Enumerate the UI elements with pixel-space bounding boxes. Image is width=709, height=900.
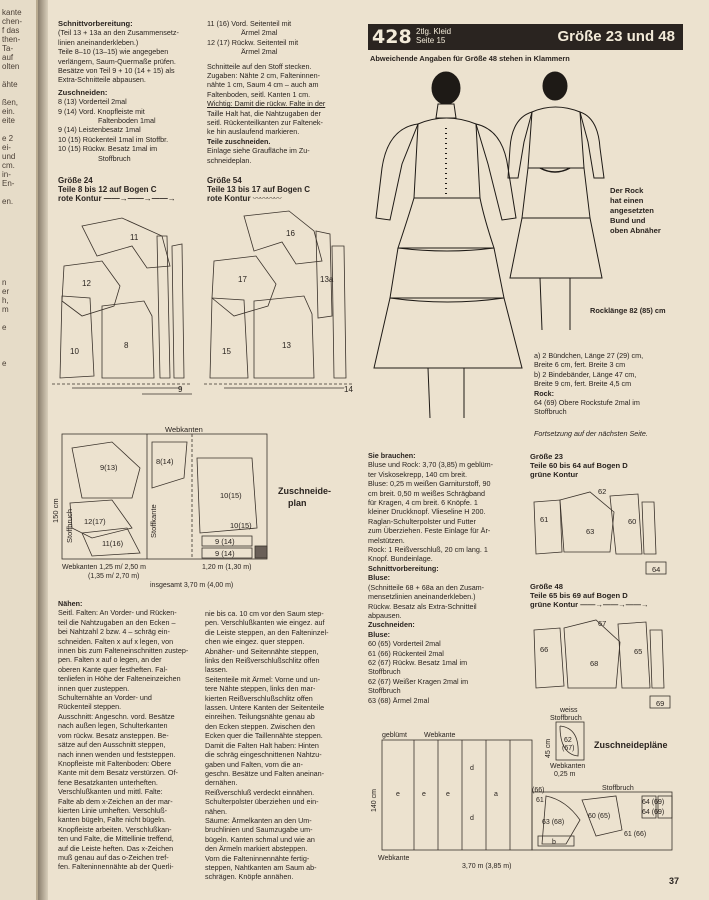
text-line: gaben und Falten, vorn die an- bbox=[205, 759, 303, 769]
size48-heading bbox=[530, 582, 649, 609]
cut-piece: 8(14) bbox=[156, 457, 174, 466]
prev-page-fragment: en. bbox=[2, 197, 14, 206]
text-line: Stoffbruch bbox=[534, 407, 567, 417]
text-line: lassen. Untere Kanten der Seitenteile bbox=[205, 703, 325, 713]
model-title: 2tlg. Kleid Seite 15 bbox=[416, 27, 452, 45]
text-line: Bluse: 0,25 m weißen Garniturstoff, 90 bbox=[368, 479, 491, 489]
svg-text:b: b bbox=[552, 839, 556, 846]
text-line: Sie brauchen: bbox=[368, 451, 416, 460]
text-line: 61 (66) Rückenteil 2mal bbox=[368, 648, 444, 658]
svg-text:64 (69): 64 (69) bbox=[642, 809, 665, 816]
size-contour: rote Kontur ——→——→——→ bbox=[58, 194, 176, 203]
text-line: Schulternähte an Vorder- und bbox=[58, 693, 152, 703]
svg-text:63: 63 bbox=[586, 527, 595, 536]
text-line: angesetzten bbox=[610, 206, 654, 215]
text-line: die schräg eingeschnittenen Nahtzu- bbox=[205, 750, 322, 760]
text-line: Bluse: bbox=[368, 573, 390, 583]
cut-label: Webkanten bbox=[165, 425, 203, 434]
text-line: nähte 1 cm, Saum 4 cm – auch am bbox=[207, 80, 319, 90]
svg-text:67: 67 bbox=[598, 619, 607, 628]
prev-page-fragment: e bbox=[2, 359, 7, 368]
text-line: Rock: bbox=[534, 388, 554, 398]
svg-text:Webkanten: Webkanten bbox=[550, 763, 586, 770]
size54-heading bbox=[207, 176, 310, 203]
svg-text:68: 68 bbox=[590, 659, 599, 668]
svg-text:0,25 m: 0,25 m bbox=[554, 771, 576, 778]
text-line: dernähen. bbox=[205, 778, 238, 788]
text-line: Kante mit dem Besatz verstürzen. Of- bbox=[58, 768, 178, 778]
prev-page-fragment: chen- bbox=[2, 17, 23, 26]
cut-piece: 10(15) bbox=[230, 521, 252, 530]
text-line: Reißverschluß verdeckt einnähen. bbox=[205, 787, 315, 797]
text-line: Teile 8–10 (13–15) wie angegeben bbox=[58, 47, 169, 57]
sewing-instructions-mid bbox=[205, 610, 357, 883]
text-line: Bluse: bbox=[368, 629, 390, 639]
text-line: Knopfleiste arbeiten. Verschlußkan- bbox=[58, 824, 172, 834]
pattern-diagram-size48 bbox=[530, 612, 680, 712]
text-line: 10 (15) Rückw. Besatz 1mal im bbox=[58, 144, 158, 154]
skirt-note bbox=[610, 186, 661, 236]
text-line: Schnittvorbereitung: bbox=[368, 563, 439, 573]
prev-page-fragment: olten bbox=[2, 62, 20, 71]
text-line: Seitl. Falten: An Vorder- und Rücken- bbox=[58, 608, 177, 618]
text-line: Teile 60 bis 64 auf Bogen D bbox=[530, 461, 628, 470]
model-sizes: Größe 23 und 48 bbox=[557, 28, 675, 45]
text-line: 63 (68) Ärmel 2mal bbox=[368, 695, 430, 705]
text-line: innen quer zusteppen. bbox=[58, 683, 130, 693]
text-line: Abnäher- und Seitennähte steppen, bbox=[205, 646, 319, 656]
cut-dim: insgesamt 3,70 m (4,00 m) bbox=[150, 582, 234, 589]
model-header bbox=[368, 24, 683, 50]
text-line: schrägen. Knöpfe annähen. bbox=[205, 872, 294, 882]
text-line: Bund und bbox=[610, 216, 646, 225]
svg-text:Webkante: Webkante bbox=[378, 855, 410, 862]
svg-text:61: 61 bbox=[536, 797, 544, 804]
text-line: Raglan-Schulterpolster und Futter bbox=[368, 516, 476, 526]
text-line: Ausschnitt: Angeschn. vord. Besätze bbox=[58, 711, 175, 721]
text-line: abpausen. bbox=[368, 610, 402, 620]
text-line: hat einen bbox=[610, 196, 644, 205]
pattern-diagram-size24 bbox=[52, 206, 202, 406]
text-line: 8 (13) Vorderteil 2mal bbox=[58, 97, 127, 107]
text-line: Breite 6 cm, fert. Breite 3 cm bbox=[534, 360, 626, 370]
pattern-diagram-size23 bbox=[530, 482, 680, 582]
text-line: fen. Falteninnennähte ab der Querli- bbox=[58, 862, 174, 872]
text-line: für Kragen, 4 cm breit. 6 Knöpfe. 1 bbox=[368, 498, 478, 508]
text-line: Stoffbruch bbox=[98, 153, 131, 163]
text-line: muß genau auf das o-Zeichen tref- bbox=[58, 852, 169, 862]
left-top-column bbox=[58, 20, 204, 164]
piece-label: 8 bbox=[124, 341, 129, 350]
svg-text:140 cm: 140 cm bbox=[371, 789, 378, 812]
prev-page-fragment: in- bbox=[2, 170, 11, 179]
piece-label: 17 bbox=[238, 275, 247, 284]
svg-text:65: 65 bbox=[634, 647, 643, 656]
prev-page-fragment: e bbox=[2, 323, 7, 332]
text-line: Breite 9 cm, fert. Breite 4,5 cm bbox=[534, 379, 632, 389]
svg-text:60 (65): 60 (65) bbox=[588, 813, 611, 820]
text-line: 60 (65) Vorderteil 2mal bbox=[368, 639, 441, 649]
size23-heading bbox=[530, 452, 628, 479]
text-line: Teile 65 bis 69 auf Bogen D bbox=[530, 591, 628, 600]
cut-piece: 12(17) bbox=[84, 517, 106, 526]
text-line: 64 (69) Obere Rockstufe 2mal im bbox=[534, 398, 640, 408]
text-line: einreihen. Teilungsnähte genau ab bbox=[205, 712, 315, 722]
prev-page-fragment: En- bbox=[2, 179, 15, 188]
text-line: Stoffbruch bbox=[368, 686, 401, 696]
piece-label: 9 bbox=[178, 385, 183, 394]
pattern-piece-10 bbox=[60, 296, 94, 378]
text-line: chen wie eingez. quer steppen. bbox=[205, 637, 305, 647]
text-line: pen. Falten x auf o legen, an der bbox=[58, 655, 162, 665]
text-line: Größe 48 bbox=[530, 582, 563, 591]
text-line: Schulterpolster überziehen und ein- bbox=[205, 797, 319, 807]
text-line: grüne Kontur ——→——→——→ bbox=[530, 600, 649, 609]
text-line: Größe 23 bbox=[530, 452, 563, 461]
svg-text:61 (66): 61 (66) bbox=[624, 831, 647, 838]
text-line: Schnitteile auf den Stoff stecken. bbox=[207, 61, 312, 71]
size-parts: Teile 8 bis 12 auf Bogen C bbox=[58, 185, 157, 194]
text-line: links den Reißverschlußschlitz offen bbox=[205, 656, 320, 666]
prev-page-fragment: auf bbox=[2, 53, 14, 62]
text-line: zum Überziehen. Feste Einlage für Är- bbox=[368, 526, 491, 536]
cut-dim: 1,20 m (1,30 m) bbox=[202, 564, 252, 571]
text-line: Rückenteil steppen. bbox=[58, 702, 122, 712]
cut-dim: Webkanten 1,25 m/ 2,50 m bbox=[62, 564, 146, 571]
svg-text:Webkante: Webkante bbox=[424, 732, 456, 739]
text-line: Faltenboden, seitl. Kanten 1 cm. bbox=[207, 89, 311, 99]
text-line: grüne Kontur bbox=[530, 470, 579, 479]
piece-label: 14 bbox=[344, 385, 353, 394]
continuation-note: Fortsetzung auf der nächsten Seite. bbox=[534, 429, 648, 438]
prev-page-fragment: h, bbox=[2, 296, 9, 305]
prev-page-fragment: m bbox=[2, 305, 9, 314]
svg-text:66: 66 bbox=[540, 645, 549, 654]
svg-text:Stoffbruch: Stoffbruch bbox=[550, 715, 582, 722]
sewing-instructions-left bbox=[58, 600, 204, 873]
text-line: 62 (67) Weißer Kragen 2mal im bbox=[368, 676, 469, 686]
text-line: schneiden. Falten x auf x legen, von bbox=[58, 636, 174, 646]
cut-label: Stoffbruch bbox=[65, 508, 74, 543]
piece-label: 16 bbox=[286, 229, 295, 238]
text-line: 11 (16) Vord. Seitenteil mit bbox=[207, 19, 292, 28]
skirt-length: Rocklänge 82 (85) cm bbox=[590, 306, 666, 315]
text-line: melstützen. bbox=[368, 535, 405, 545]
text-line: (Schnitteile 68 + 68a an den Zusam- bbox=[368, 582, 485, 592]
text-line: Ecken quer die Taillennähte steppen. bbox=[205, 731, 323, 741]
prev-page-fragment: n bbox=[2, 278, 7, 287]
text-line: Extra-Schnitteile abpausen. bbox=[58, 75, 146, 85]
text-line: Bluse und Rock: 3,70 (3,85) m geblüm- bbox=[368, 460, 494, 470]
text-line: tenliefen in Höhe der Falteneinzeichen bbox=[58, 674, 181, 684]
prev-page-fragment: f das bbox=[2, 26, 20, 35]
svg-text:d: d bbox=[470, 815, 474, 822]
text-line: nie bis ca. 10 cm vor den Saum step- bbox=[205, 609, 324, 618]
mid-top-column bbox=[207, 20, 357, 166]
cut-label: 150 cm bbox=[51, 498, 60, 523]
piece-label: 12 bbox=[82, 279, 91, 288]
text-line: Besätze von Teil 9 + 10 (14 + 15) als bbox=[58, 66, 175, 76]
svg-text:(67): (67) bbox=[562, 745, 575, 752]
text-line: kleiner Druckknopf. Vlieseline H 200. bbox=[368, 507, 486, 517]
svg-text:64 (69): 64 (69) bbox=[642, 799, 665, 806]
text-line: Wichtig: Damit die rückw. Falte in der bbox=[207, 99, 326, 109]
text-line: 10 (15) Rückenteil 1mal im Stoffbr. bbox=[58, 134, 169, 144]
svg-text:64: 64 bbox=[652, 565, 661, 574]
text-line: Faltenboden 1mal bbox=[98, 116, 156, 126]
pattern-diagram-size54 bbox=[204, 206, 359, 406]
text-line: verlängern, Saum-Quermaße prüfen. bbox=[58, 56, 176, 66]
text-line: oberen Kante quer festheften. Fal- bbox=[58, 664, 168, 674]
header-note: Abweichende Angaben für Größe 48 stehen in Klammern bbox=[370, 54, 570, 63]
text-line: Einlage siehe Graufläche im Zu- bbox=[207, 146, 310, 156]
text-line: Stoffbruch bbox=[368, 667, 401, 677]
text-line: Verschlußkanten und mittl. Falte: bbox=[58, 787, 163, 797]
cutting-plan bbox=[51, 425, 352, 589]
text-line: ke hin auslaufend markieren. bbox=[207, 127, 300, 137]
text-line: 12 (17) Rückw. Seitenteil mit bbox=[207, 37, 299, 47]
svg-text:(66): (66) bbox=[532, 787, 545, 794]
text-line: Knopfleiste mit Faltenboden: Obere bbox=[58, 758, 172, 768]
text-line: kanten bügeln, Falte nicht bügeln. bbox=[58, 815, 166, 825]
size-label: Größe 54 bbox=[207, 176, 242, 185]
svg-text:62: 62 bbox=[564, 737, 572, 744]
text-line: 62 (67) Rückw. Besatz 1mal im bbox=[368, 657, 468, 667]
size-parts: Teile 13 bis 17 auf Bogen C bbox=[207, 185, 310, 194]
text-line: Seitenteile mit Ärmel: Vorne und un- bbox=[205, 674, 321, 684]
text-line: Vorn die Falteninnennähte fertig- bbox=[205, 853, 310, 863]
page-number: 37 bbox=[668, 876, 679, 886]
text-line: Säume: Ärmelkanten an den Um- bbox=[205, 815, 312, 825]
text-line: oben Abnäher bbox=[610, 226, 661, 235]
text-line: 9 (14) Leistenbesatz 1mal bbox=[58, 125, 141, 135]
model-number: 428 bbox=[372, 26, 412, 48]
section-title: Schnittvorbereitung: bbox=[58, 19, 133, 28]
svg-text:Stoffbruch: Stoffbruch bbox=[602, 785, 634, 792]
text-line: (Teil 13 + 13a an den Zusammensetz- bbox=[58, 28, 179, 38]
pattern-piece-8 bbox=[102, 301, 154, 378]
piece-label: 13 bbox=[282, 341, 291, 350]
svg-text:3,70 m (3,85 m): 3,70 m (3,85 m) bbox=[462, 863, 512, 870]
section-title: Zuschneiden: bbox=[58, 87, 108, 97]
text-line: nähen. bbox=[205, 806, 227, 816]
text-line: geschn. Besätze und Falten aneinan- bbox=[205, 768, 325, 778]
prev-page-fragment: ßen, bbox=[2, 98, 19, 107]
prev-page-fragment: er bbox=[2, 287, 10, 296]
text-line: Falte ab dem x-Zeichen an der mar- bbox=[58, 796, 173, 806]
text-line: Knopf. Bundeinlage. bbox=[368, 554, 433, 564]
piece-label: 11 bbox=[130, 233, 139, 242]
svg-text:weiss: weiss bbox=[560, 707, 578, 714]
size-label: Größe 24 bbox=[58, 176, 93, 185]
text-line: fene Besatzkanten unterheften. bbox=[58, 777, 158, 787]
prev-page-fragment: then- bbox=[2, 35, 21, 44]
text-line: schneideplan. bbox=[207, 155, 252, 165]
text-line: sätze auf den Ausschnitt steppen, bbox=[58, 740, 166, 750]
text-line: kierten Linie umheften. Verschluß- bbox=[58, 805, 168, 815]
previous-page-edge bbox=[0, 0, 38, 900]
pattern-piece-12 bbox=[62, 261, 120, 316]
size-contour: rote Kontur 〰〰〰〰 bbox=[207, 194, 281, 203]
text-line: tere Nähte steppen, links den mar- bbox=[205, 684, 316, 694]
text-line: a) 2 Bündchen, Länge 27 (29) cm, bbox=[534, 351, 644, 360]
svg-text:61: 61 bbox=[540, 515, 549, 524]
prev-page-fragment: ähte bbox=[2, 80, 18, 89]
text-line: Nähen: bbox=[58, 599, 83, 608]
text-line: die Leiste steppen, an den Falteninzel- bbox=[205, 627, 329, 637]
text-line: Damit die Falten Halt haben: Hinten bbox=[205, 740, 319, 750]
prev-page-fragment: und bbox=[2, 152, 16, 161]
text-line: Ärmel 2mal bbox=[241, 47, 278, 57]
cut-piece: 9 (14) bbox=[215, 537, 235, 546]
text-line: ten und Falte, die Mittellinie treffend, bbox=[58, 834, 174, 844]
text-line: Rock: 1 Reißverschluß, 20 cm lang. 1 bbox=[368, 545, 488, 555]
plans-title: Zuschneidepläne bbox=[594, 740, 668, 750]
text-line: linien aneinanderkleben.) bbox=[58, 37, 139, 47]
text-line: Zuschneiden: bbox=[368, 620, 415, 630]
prev-page-fragment: ein. bbox=[2, 107, 15, 116]
text-line: Teile zuschneiden. bbox=[207, 136, 271, 146]
text-line: auf die Leiste heften. Das x-Zeichen bbox=[58, 843, 174, 853]
text-line: lassen. bbox=[205, 665, 228, 675]
piece-label: 10 bbox=[70, 347, 79, 356]
prev-page-fragment: kante bbox=[2, 8, 22, 17]
text-line: seitl. Rückenteilkanten zur Faltenek- bbox=[207, 118, 323, 128]
text-line: den Ärmeln markiert absteppen. bbox=[205, 844, 308, 854]
prev-page-fragment: cm. bbox=[2, 161, 15, 170]
text-line: bruchlinien und Saumzugabe um- bbox=[205, 825, 313, 835]
text-line: Rückw. Besatz als Extra-Schnitteil bbox=[368, 601, 477, 611]
materials-column bbox=[368, 452, 520, 706]
prev-page-fragment: Ta- bbox=[2, 44, 14, 53]
svg-text:63 (68): 63 (68) bbox=[542, 819, 565, 826]
text-line: mensetzlinien aneinanderkleben.) bbox=[368, 592, 476, 602]
text-line: kierten Reißverschlußschlitz offen bbox=[205, 693, 313, 703]
text-line: bei Nahtzahl 2 bzw. 4 – schräg ein- bbox=[58, 627, 170, 637]
text-line: Zugaben: Nähte 2 cm, Falteninnen- bbox=[207, 71, 321, 81]
page-gutter bbox=[38, 0, 48, 900]
cut-piece: 9 (14) bbox=[215, 549, 235, 558]
text-line: bügeln. Kanten schmal und wie an bbox=[205, 834, 315, 844]
svg-text:d: d bbox=[470, 765, 474, 772]
piece-label: 13a bbox=[320, 275, 334, 284]
svg-text:e: e bbox=[446, 791, 450, 798]
svg-text:60: 60 bbox=[628, 517, 637, 526]
text-line: pen. Verschlußkanten wie eingez. auf bbox=[205, 618, 325, 628]
cut-title: Zuschneide- bbox=[278, 486, 332, 496]
size24-heading bbox=[58, 176, 176, 203]
text-line: nach außen legen, Schulterkanten bbox=[58, 721, 168, 731]
svg-text:e: e bbox=[396, 791, 400, 798]
cut-piece: 11(16) bbox=[102, 539, 124, 548]
text-line: b) 2 Bindebänder, Länge 47 cm, bbox=[534, 369, 637, 379]
prev-page-fragment: e 2 bbox=[2, 134, 14, 143]
text-line: Ärmel 2mal bbox=[241, 28, 278, 38]
text-line: nach innen wenden und feststeppen. bbox=[58, 749, 176, 759]
main-cutting-plan bbox=[366, 732, 686, 870]
prev-page-fragment: eite bbox=[2, 116, 15, 125]
text-line: vom rückw. Besatz ansteppen. Be- bbox=[58, 730, 169, 740]
cut-piece: 10(15) bbox=[220, 491, 242, 500]
cut-label: Stoffkante bbox=[149, 504, 158, 538]
text-line: cm breit. 0,50 m weißes Schrägband bbox=[368, 488, 486, 498]
text-line: teil die Nahtzugaben an den Ecken – bbox=[58, 617, 176, 627]
piece-label: 15 bbox=[222, 347, 231, 356]
cut-dim: (1,35 m/ 2,70 m) bbox=[88, 573, 140, 580]
svg-text:e: e bbox=[422, 791, 426, 798]
text-line: innen bis zum Falteneinschnitten zustep- bbox=[58, 646, 189, 656]
text-line: ter Viskosekrepp, 140 cm breit. bbox=[368, 469, 467, 479]
text-line: Taille Halt hat, die Nahtzugaben der bbox=[207, 108, 321, 118]
text-line: den Ecken steppen. Zwischen den bbox=[205, 721, 315, 731]
text-line: steppen, Nahtkanten am Saum ab- bbox=[205, 862, 317, 872]
cut-title: plan bbox=[288, 498, 307, 508]
svg-text:45 cm: 45 cm bbox=[545, 738, 552, 758]
text-line: 9 (14) Vord. Knopfleiste mit bbox=[58, 106, 145, 116]
cut-piece: 9(13) bbox=[100, 463, 118, 472]
text-line: Der Rock bbox=[610, 186, 644, 195]
svg-text:62: 62 bbox=[598, 487, 607, 496]
extra-pieces-list bbox=[534, 352, 694, 418]
svg-text:a: a bbox=[494, 791, 498, 798]
prev-page-fragment: ei- bbox=[2, 143, 11, 152]
svg-text:69: 69 bbox=[656, 699, 665, 708]
svg-text:geblümt: geblümt bbox=[382, 732, 407, 739]
